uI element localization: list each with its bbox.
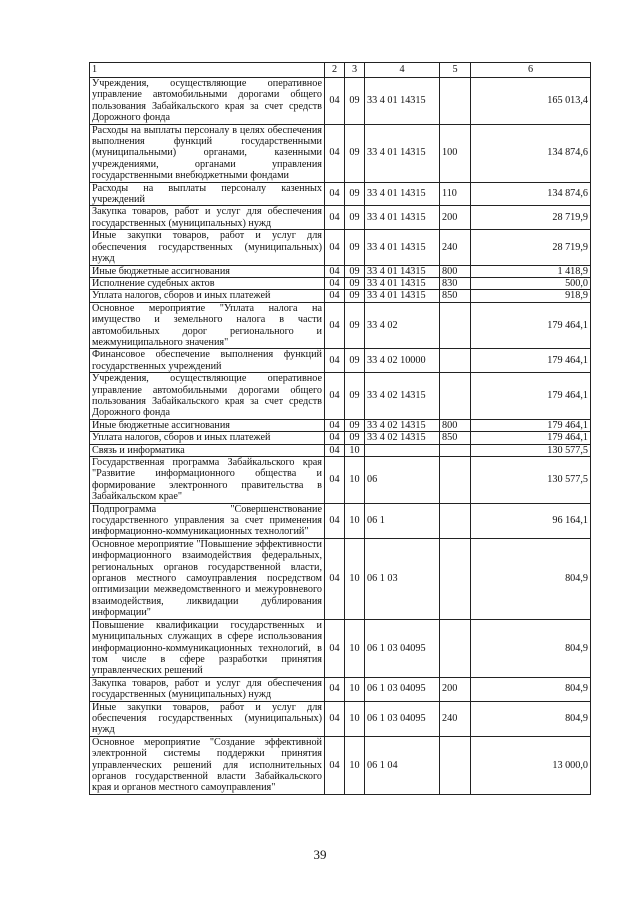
row-name-cell: Государственная программа Забайкальского края "Развитие информационного общества и формирование электронного правительства в Забайкальском крае" (90, 457, 325, 504)
row-amount-cell: 134 874,6 (471, 182, 591, 206)
row-amount-cell: 179 464,1 (471, 419, 591, 431)
row-expense-type-cell (440, 78, 471, 125)
row-target-article-cell: 33 4 02 (365, 302, 440, 349)
row-subsection-cell: 10 (345, 538, 365, 619)
row-name-cell: Учреждения, осуществляющие оперативное управление автомобильными дорогами общего пользования Забайкальского края за счет средств Дорожного фонда (90, 373, 325, 420)
row-subsection-cell: 10 (345, 444, 365, 456)
row-target-article-cell: 33 4 02 14315 (365, 432, 440, 444)
row-target-article-cell: 06 (365, 457, 440, 504)
row-name-cell: Уплата налогов, сборов и иных платежей (90, 290, 325, 302)
row-section-cell: 04 (325, 277, 345, 289)
row-amount-cell: 179 464,1 (471, 373, 591, 420)
row-target-article-cell: 33 4 02 14315 (365, 419, 440, 431)
table-row (90, 503, 591, 538)
row-section-cell: 04 (325, 619, 345, 677)
row-section-cell: 04 (325, 444, 345, 456)
row-name-cell: Расходы на выплаты персоналу казенных учреждений (90, 182, 325, 206)
row-subsection-cell: 09 (345, 230, 365, 265)
table-row (90, 206, 591, 230)
row-name-cell: Связь и информатика (90, 444, 325, 456)
row-target-article-cell: 33 4 01 14315 (365, 277, 440, 289)
row-expense-type-cell (440, 457, 471, 504)
row-target-article-cell: 06 1 03 04095 (365, 701, 440, 736)
row-name-cell: Уплата налогов, сборов и иных платежей (90, 432, 325, 444)
row-subsection-cell: 09 (345, 78, 365, 125)
row-name-cell: Основное мероприятие "Создание эффективной электронной системы поддержки принятия управленческих решений для исполнительных органов государственной власти Забайкальского края и органов местного самоуправления" (90, 736, 325, 794)
row-target-article-cell (365, 444, 440, 456)
row-amount-cell: 179 464,1 (471, 302, 591, 349)
table-row (90, 619, 591, 677)
row-amount-cell: 96 164,1 (471, 503, 591, 538)
row-subsection-cell: 10 (345, 457, 365, 504)
row-expense-type-cell: 100 (440, 124, 471, 182)
row-section-cell: 04 (325, 419, 345, 431)
row-amount-cell: 1 418,9 (471, 265, 591, 277)
header-col-1: 1 (90, 63, 325, 78)
row-target-article-cell: 06 1 04 (365, 736, 440, 794)
row-name-cell: Основное мероприятие "Повышение эффективности информационного взаимодействия федеральных, региональных органов государственной власти, органов местного самоуправления посредством оптимизации межведомственного и межуровневого взаимодействия, ликвидации дублирования информации" (90, 538, 325, 619)
row-name-cell: Учреждения, осуществляющие оперативное управление автомобильными дорогами общего пользования Забайкальского края за счет средств Дорожного фонда (90, 78, 325, 125)
row-amount-cell: 28 719,9 (471, 230, 591, 265)
row-amount-cell: 165 013,4 (471, 78, 591, 125)
row-section-cell: 04 (325, 302, 345, 349)
row-section-cell: 04 (325, 373, 345, 420)
row-subsection-cell: 09 (345, 349, 365, 373)
row-name-cell: Финансовое обеспечение выполнения функций государственных учреждений (90, 349, 325, 373)
row-expense-type-cell (440, 302, 471, 349)
row-subsection-cell: 10 (345, 736, 365, 794)
row-name-cell: Иные закупки товаров, работ и услуг для обеспечения государственных (муниципальных) нужд (90, 230, 325, 265)
row-section-cell: 04 (325, 290, 345, 302)
row-name-cell: Иные закупки товаров, работ и услуг для обеспечения государственных (муниципальных) нужд (90, 701, 325, 736)
row-section-cell: 04 (325, 677, 345, 701)
row-target-article-cell: 33 4 01 14315 (365, 78, 440, 125)
row-target-article-cell: 33 4 01 14315 (365, 206, 440, 230)
row-subsection-cell: 09 (345, 182, 365, 206)
row-section-cell: 04 (325, 457, 345, 504)
row-expense-type-cell: 850 (440, 290, 471, 302)
header-col-6: 6 (471, 63, 591, 78)
table-row (90, 701, 591, 736)
budget-table (89, 62, 591, 795)
row-name-cell: Подпрограмма "Совершенствование государственного управления за счет применения информационно-коммуникационных технологий" (90, 503, 325, 538)
row-amount-cell: 130 577,5 (471, 457, 591, 504)
row-expense-type-cell (440, 503, 471, 538)
row-target-article-cell: 06 1 (365, 503, 440, 538)
row-subsection-cell: 10 (345, 503, 365, 538)
row-section-cell: 04 (325, 349, 345, 373)
row-expense-type-cell: 200 (440, 677, 471, 701)
row-expense-type-cell (440, 538, 471, 619)
row-name-cell: Закупка товаров, работ и услуг для обеспечения государственных (муниципальных) нужд (90, 677, 325, 701)
row-section-cell: 04 (325, 230, 345, 265)
row-expense-type-cell: 200 (440, 206, 471, 230)
row-target-article-cell: 33 4 01 14315 (365, 290, 440, 302)
table-row (90, 432, 591, 444)
row-amount-cell: 179 464,1 (471, 349, 591, 373)
row-section-cell: 04 (325, 503, 345, 538)
row-expense-type-cell (440, 349, 471, 373)
table-row (90, 78, 591, 125)
row-section-cell: 04 (325, 124, 345, 182)
row-expense-type-cell: 110 (440, 182, 471, 206)
table-row (90, 373, 591, 420)
header-col-5: 5 (440, 63, 471, 78)
table-row (90, 230, 591, 265)
row-target-article-cell: 06 1 03 (365, 538, 440, 619)
row-amount-cell: 918,9 (471, 290, 591, 302)
row-subsection-cell: 10 (345, 701, 365, 736)
row-expense-type-cell: 850 (440, 432, 471, 444)
row-expense-type-cell: 800 (440, 265, 471, 277)
row-amount-cell: 500,0 (471, 277, 591, 289)
header-col-3: 3 (345, 63, 365, 78)
table-row (90, 182, 591, 206)
row-name-cell: Основное мероприятие "Уплата налога на имущество и земельного налога в части автомобильных дорог регионального и межмуниципального значения" (90, 302, 325, 349)
row-subsection-cell: 09 (345, 432, 365, 444)
row-section-cell: 04 (325, 265, 345, 277)
row-subsection-cell: 10 (345, 677, 365, 701)
table-row (90, 677, 591, 701)
row-expense-type-cell (440, 444, 471, 456)
table-row (90, 349, 591, 373)
row-name-cell: Повышение квалификации государственных и муниципальных служащих в сфере использования информационно-коммуникационных технологий, в том числе в сфере разработки принятия управленческих решений (90, 619, 325, 677)
row-expense-type-cell (440, 736, 471, 794)
header-col-2: 2 (325, 63, 345, 78)
budget-table-body (90, 63, 591, 795)
row-name-cell: Иные бюджетные ассигнования (90, 419, 325, 431)
row-subsection-cell: 09 (345, 265, 365, 277)
row-subsection-cell: 09 (345, 124, 365, 182)
row-target-article-cell: 33 4 01 14315 (365, 182, 440, 206)
budget-table-container (89, 62, 590, 795)
row-expense-type-cell (440, 373, 471, 420)
row-target-article-cell: 33 4 01 14315 (365, 265, 440, 277)
row-amount-cell: 804,9 (471, 677, 591, 701)
row-subsection-cell: 10 (345, 619, 365, 677)
row-expense-type-cell: 800 (440, 419, 471, 431)
row-name-cell: Расходы на выплаты персоналу в целях обеспечения выполнения функций государственными (муниципальными) органами, казенными учреждениями, органами управления государственными внебюджетными фондами (90, 124, 325, 182)
row-name-cell: Закупка товаров, работ и услуг для обеспечения государственных (муниципальных) нужд (90, 206, 325, 230)
row-expense-type-cell: 240 (440, 230, 471, 265)
row-expense-type-cell (440, 619, 471, 677)
row-subsection-cell: 09 (345, 206, 365, 230)
row-subsection-cell: 09 (345, 277, 365, 289)
row-subsection-cell: 09 (345, 419, 365, 431)
row-section-cell: 04 (325, 701, 345, 736)
row-target-article-cell: 06 1 03 04095 (365, 619, 440, 677)
row-amount-cell: 130 577,5 (471, 444, 591, 456)
row-amount-cell: 179 464,1 (471, 432, 591, 444)
row-target-article-cell: 33 4 02 10000 (365, 349, 440, 373)
row-section-cell: 04 (325, 78, 345, 125)
table-row (90, 538, 591, 619)
row-subsection-cell: 09 (345, 290, 365, 302)
header-col-4: 4 (365, 63, 440, 78)
table-row (90, 457, 591, 504)
table-row (90, 302, 591, 349)
row-amount-cell: 804,9 (471, 538, 591, 619)
table-row (90, 265, 591, 277)
row-amount-cell: 804,9 (471, 701, 591, 736)
row-amount-cell: 134 874,6 (471, 124, 591, 182)
row-amount-cell: 13 000,0 (471, 736, 591, 794)
row-section-cell: 04 (325, 432, 345, 444)
table-row (90, 290, 591, 302)
table-row (90, 444, 591, 456)
table-row (90, 736, 591, 794)
row-subsection-cell: 09 (345, 302, 365, 349)
row-target-article-cell: 33 4 02 14315 (365, 373, 440, 420)
row-amount-cell: 28 719,9 (471, 206, 591, 230)
row-amount-cell: 804,9 (471, 619, 591, 677)
row-section-cell: 04 (325, 182, 345, 206)
row-target-article-cell: 06 1 03 04095 (365, 677, 440, 701)
table-row (90, 124, 591, 182)
row-expense-type-cell: 240 (440, 701, 471, 736)
table-row (90, 419, 591, 431)
row-name-cell: Иные бюджетные ассигнования (90, 265, 325, 277)
table-row (90, 277, 591, 289)
page-number: 39 (313, 847, 327, 862)
row-subsection-cell: 09 (345, 373, 365, 420)
row-expense-type-cell: 830 (440, 277, 471, 289)
row-section-cell: 04 (325, 538, 345, 619)
row-name-cell: Исполнение судебных актов (90, 277, 325, 289)
row-section-cell: 04 (325, 206, 345, 230)
row-target-article-cell: 33 4 01 14315 (365, 124, 440, 182)
row-target-article-cell: 33 4 01 14315 (365, 230, 440, 265)
table-header-row (90, 63, 591, 78)
row-section-cell: 04 (325, 736, 345, 794)
